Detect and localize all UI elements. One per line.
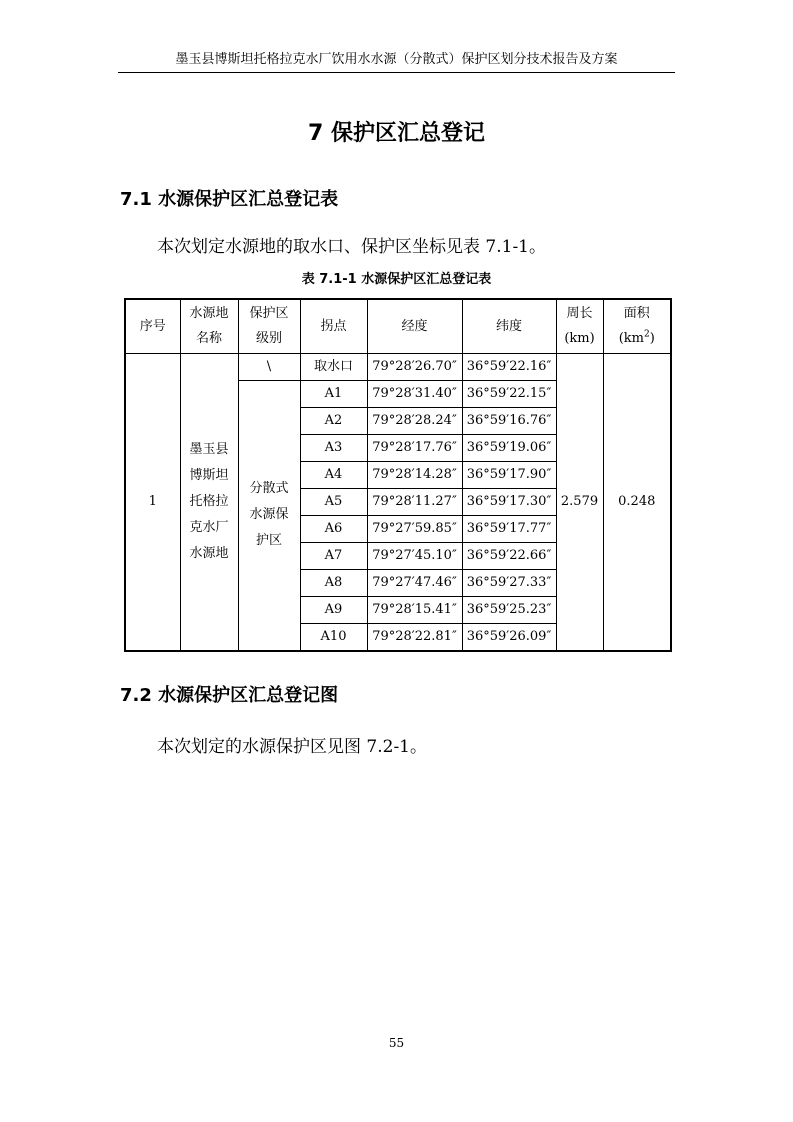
page-number: 55	[388, 1036, 405, 1050]
cell-point: A10	[300, 623, 367, 651]
cell-longitude: 79°28′14.28″	[367, 461, 462, 488]
cell-longitude: 79°27′59.85″	[367, 515, 462, 542]
cell-point: A7	[300, 542, 367, 569]
header-protection-level: 保护区 级别	[238, 299, 300, 353]
cell-latitude: 36°59′17.90″	[462, 461, 556, 488]
registration-table	[124, 298, 672, 652]
table-caption: 表 7.1-1 水源保护区汇总登记表	[301, 272, 492, 287]
cell-longitude: 79°28′22.81″	[367, 623, 462, 651]
cell-longitude: 79°28′28.24″	[367, 407, 462, 434]
header-perimeter: 周长 (km)	[556, 299, 603, 353]
section-7-2-paragraph: 本次划定的水源保护区见图 7.2-1。	[157, 737, 427, 757]
group-area: 0.248	[603, 353, 671, 651]
cell-latitude: 36°59′26.09″	[462, 623, 556, 651]
cell-point: A4	[300, 461, 367, 488]
section-title-7-2: 7.2 水源保护区汇总登记图	[120, 685, 339, 706]
cell-longitude: 79°28′17.76″	[367, 434, 462, 461]
section-7-1-paragraph: 本次划定水源地的取水口、保护区坐标见表 7.1-1。	[157, 237, 546, 257]
cell-point: 取水口	[300, 353, 367, 380]
cell-point: A3	[300, 434, 367, 461]
group-protection-level: 分散式 水源保 护区	[238, 380, 300, 651]
cell-latitude: 36°59′25.23″	[462, 596, 556, 623]
cell-longitude: 79°28′15.41″	[367, 596, 462, 623]
cell-latitude: 36°59′16.76″	[462, 407, 556, 434]
cell-point: A8	[300, 569, 367, 596]
table-row	[125, 353, 671, 380]
cell-longitude: 79°28′26.70″	[367, 353, 462, 380]
chapter-title: 7 保护区汇总登记	[308, 121, 485, 146]
header-point: 拐点	[300, 299, 367, 353]
table-header-row	[125, 299, 671, 353]
cell-latitude: 36°59′27.33″	[462, 569, 556, 596]
intake-level: \	[238, 353, 300, 380]
cell-latitude: 36°59′17.30″	[462, 488, 556, 515]
cell-point: A6	[300, 515, 367, 542]
cell-point: A5	[300, 488, 367, 515]
cell-longitude: 79°28′31.40″	[367, 380, 462, 407]
cell-latitude: 36°59′19.06″	[462, 434, 556, 461]
cell-point: A9	[300, 596, 367, 623]
cell-point: A1	[300, 380, 367, 407]
header-index: 序号	[125, 299, 180, 353]
cell-longitude: 79°27′45.10″	[367, 542, 462, 569]
section-title-7-1: 7.1 水源保护区汇总登记表	[120, 189, 339, 210]
cell-latitude: 36°59′22.15″	[462, 380, 556, 407]
cell-longitude: 79°28′11.27″	[367, 488, 462, 515]
group-source-name: 墨玉县 博斯坦 托格拉 克水厂 水源地	[180, 353, 238, 651]
header-longitude: 经度	[367, 299, 462, 353]
group-index: 1	[125, 353, 180, 651]
cell-latitude: 36°59′22.16″	[462, 353, 556, 380]
header-area: 面积 $(km^2)$	[603, 299, 671, 353]
running-header: 墨玉县博斯坦托格拉克水厂饮用水水源（分散式）保护区划分技术报告及方案	[175, 52, 618, 67]
header-rule	[118, 72, 675, 73]
cell-longitude: 79°27′47.46″	[367, 569, 462, 596]
cell-latitude: 36°59′17.77″	[462, 515, 556, 542]
header-latitude: 纬度	[462, 299, 556, 353]
header-source-name: 水源地 名称	[180, 299, 238, 353]
cell-point: A2	[300, 407, 367, 434]
cell-latitude: 36°59′22.66″	[462, 542, 556, 569]
group-perimeter: 2.579	[556, 353, 603, 651]
